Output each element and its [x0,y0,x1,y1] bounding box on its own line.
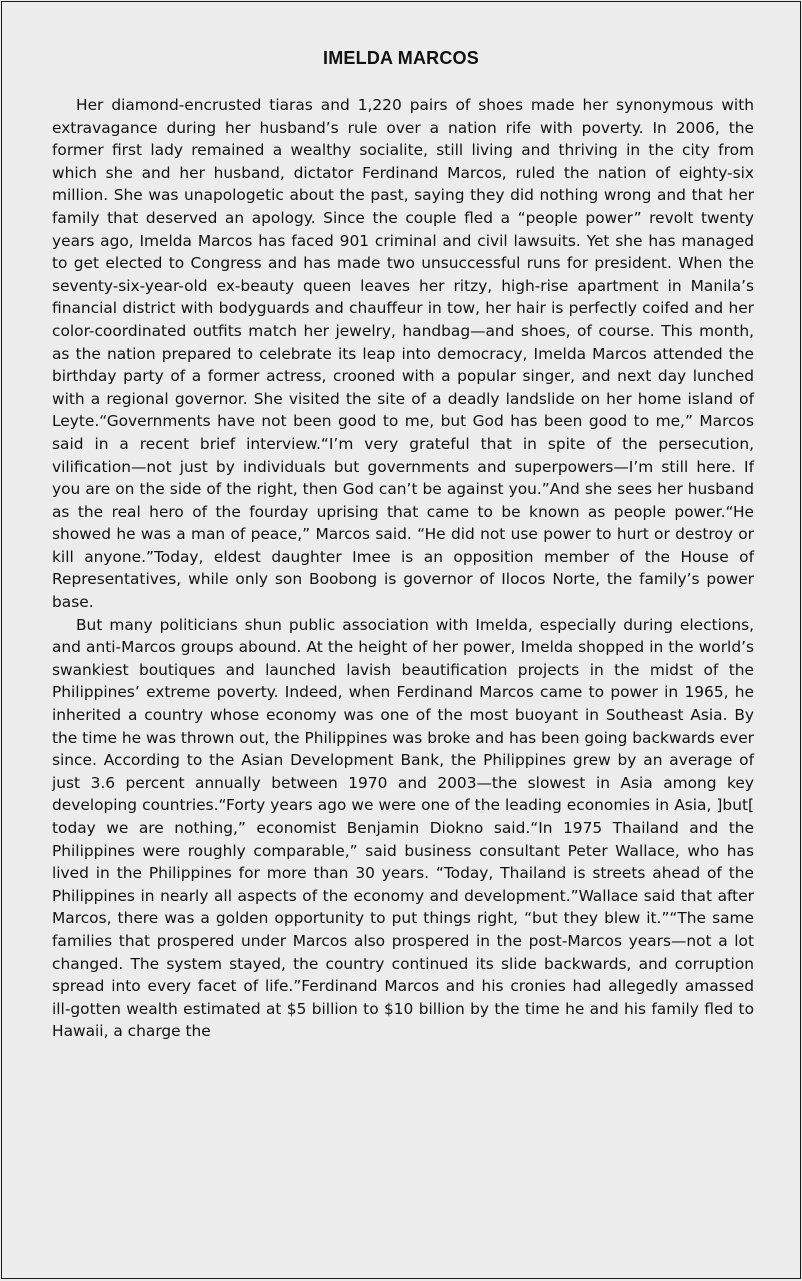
document-title: IMELDA MARCOS [323,48,479,68]
document-body [52,94,754,1043]
paragraph: But many politicians shun public association with Imelda, especially during elections, and anti-Marcos groups abound. At the height of her power, Imelda shopped in the world’s swankiest boutiques and launched lavish beautification projects in the midst of the Philippines’ extreme poverty. Indeed, when Ferdinand Marcos came to power in 1965, he inherited a country whose economy was one of the most buoyant in Southeast Asia. By the time he was thrown out, the Philippines was broke and has been going backwards ever since. According to the Asian Development Bank, the Philippines grew by an average of just 3.6 percent annually between 1970 and 2003—the slowest in Asia among key developing countries.“Forty years ago we were one of the leading economies in Asia, ]but[ today we are nothing,” economist Benjamin Diokno said.“In 1975 Thailand and the Philippines were roughly comparable,” said business consultant Peter Wallace, who has lived in the Philippines for more than 30 years. “Today, Thailand is streets ahead of the Philippines in nearly all aspects of the economy and development.”Wallace said that after Marcos, there was a golden opportunity to put things right, “but they blew it.”“The same families that prospered under Marcos also prospered in the post-Marcos years—not a lot changed. The system stayed, the country continued its slide backwards, and corruption spread into every facet of life.”Ferdinand Marcos and his cronies had allegedly amassed ill-gotten wealth estimated at $5 billion to $10 billion by the time he and his family fled to Hawaii, a charge the [52,615,754,1041]
document-page [1,1,801,1279]
paragraph: Her diamond-encrusted tiaras and 1,220 pairs of shoes made her synonymous with extravagance during her husband’s rule over a nation rife with poverty. In 2006, the former first lady remained a wealthy socialite, still living and thriving in the city from which she and her husband, dictator Ferdinand Marcos, ruled the nation of eighty-six million. She was unapologetic about the past, saying they did nothing wrong and that her family that deserved an apology. Since the couple fled a “people power” revolt twenty years ago, Imelda Marcos has faced 901 criminal and civil lawsuits. Yet she has managed to get elected to Congress and has made two unsuccessful runs for president. When the seventy-six-year-old ex-beauty queen leaves her ritzy, high-rise apartment in Manila’s financial district with bodyguards and chauffeur in tow, her hair is perfectly coifed and her color-coordinated outfits match her jewelry, handbag—and shoes, of course. This month, as the nation prepared to celebrate its leap into democracy, Imelda Marcos attended the birthday party of a former actress, crooned with a popular singer, and next day lunched with a regional governor. She visited the site of a deadly landslide on her home island of Leyte.“Governments have not been good to me, but God has been good to me,” Marcos said in a recent brief interview.“I’m very grateful that in spite of the persecution, vilification—not just by individuals but governments and superpowers—I’m still here. If you are on the side of the right, then God can’t be against you.”And she sees her husband as the real hero of the fourday uprising that came to be known as people power.“He showed he was a man of peace,” Marcos said. “He did not use power to hurt or destroy or kill anyone.”Today, eldest daughter Imee is an opposition member of the House of Representatives, while only son Boobong is governor of Ilocos Norte, the family’s power base. [52,96,754,612]
